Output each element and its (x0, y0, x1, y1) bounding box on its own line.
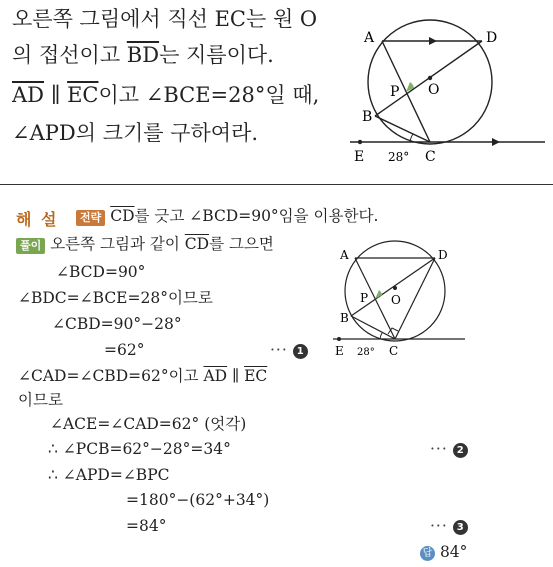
sol-line-6: 이므로 (18, 391, 63, 409)
step-mark-1 (270, 340, 308, 360)
solution-badge: 풀이 (16, 238, 45, 254)
point-e-dot-2 (337, 337, 341, 341)
label-c-2: C (389, 344, 399, 358)
strategy-segment-cd: $\overline{CD}$ (110, 207, 135, 225)
parallel-symbol: ∥ (44, 83, 68, 107)
problem-line-1-text: 오른쪽 그림에서 직선 EC는 원 O (12, 7, 318, 31)
label-a: A (364, 30, 375, 46)
label-e-2: E (335, 344, 344, 358)
problem-line-2-pre: 의 접선이고 (12, 43, 127, 67)
dots-1: ··· (270, 341, 288, 359)
sol-line-2: ∠BDC=∠BCE=28°이므로 (18, 289, 213, 307)
problem-line-2-post: 는 지름이다. (159, 43, 274, 67)
sol-line-3: ∠CBD=90°−28° (52, 315, 182, 333)
figure-circle-solution (325, 238, 475, 362)
label-a-2: A (340, 248, 349, 262)
label-d: D (486, 30, 498, 46)
label-p-2: P (360, 291, 369, 305)
sol-line-1: ∠BCD=90° (56, 263, 146, 281)
sol-intro-post: 를 그으면 (209, 235, 274, 253)
segment-bd: $\overline{BD}$ (126, 43, 160, 67)
label-angle-28: 28° (388, 150, 410, 164)
sol-intro-row (16, 234, 274, 254)
label-o: O (428, 82, 440, 98)
step-3-icon: 3 (453, 520, 468, 535)
strategy-row (76, 206, 378, 226)
problem-line-2 (12, 42, 274, 68)
label-d-2: D (438, 248, 448, 262)
center-o-dot (428, 76, 432, 80)
sol-line-4 (104, 340, 304, 360)
sol-line-5-pre: ∠CAD=∠CBD=62°이고 (18, 367, 204, 385)
tangent-arrow-icon (492, 138, 500, 146)
sol-line-5 (18, 366, 267, 386)
dots-3: ··· (430, 517, 448, 535)
label-c: C (425, 149, 436, 165)
segment-ec: $\overline{EC}$ (67, 83, 99, 107)
step-mark-2 (430, 439, 468, 459)
sol-intro-pre: 오른쪽 그림과 같이 (50, 235, 185, 253)
step-1-icon: 1 (293, 344, 308, 359)
label-p: P (390, 84, 400, 100)
answer-value: 84° (439, 543, 468, 561)
sol-parallel: ∥ (227, 367, 245, 385)
label-e: E (354, 149, 365, 165)
chord-arrow-icon (429, 37, 437, 45)
sol-line-10: =180°−(62°+34°) (126, 491, 270, 509)
sol-segment-ec: $\overline{EC}$ (244, 367, 268, 385)
label-b: B (362, 109, 373, 125)
answer-row (420, 542, 467, 562)
dots-2: ··· (430, 440, 448, 458)
problem-line-3-post: 이고 ∠BCE=28°일 때, (98, 83, 320, 107)
section-divider (0, 184, 553, 185)
center-o-dot-2 (393, 286, 397, 290)
strategy-text: 를 긋고 ∠BCD=90°임을 이용한다. (134, 207, 379, 225)
sol-line-7: ∠ACE=∠CAD=62° (엇각) (50, 415, 247, 433)
sol-line-9: ∴ ∠APD=∠BPC (48, 466, 170, 484)
sol-segment-ad: $\overline{AD}$ (203, 367, 228, 385)
label-angle-28-2: 28° (357, 347, 375, 358)
problem-line-4-text: ∠APD의 크기를 구하여라. (12, 121, 259, 145)
step-mark-3 (430, 516, 468, 536)
answer-badge-icon: 답 (420, 546, 435, 561)
problem-line-1 (12, 6, 317, 32)
problem-line-3 (12, 82, 319, 108)
label-b-2: B (340, 311, 349, 325)
sol-segment-cd: $\overline{CD}$ (184, 235, 210, 253)
step-2-icon: 2 (453, 443, 468, 458)
label-o-2: O (391, 293, 401, 307)
figure-circle-problem (350, 18, 550, 168)
solution-heading: 해 설 (16, 210, 59, 229)
sol-line-11: =84° (126, 517, 167, 535)
strategy-badge: 전략 (76, 210, 105, 226)
solution-heading-row (16, 207, 58, 230)
point-e-dot (358, 140, 362, 144)
angle-28-arc-2 (380, 333, 382, 339)
sol-line-4-text: =62° (104, 341, 145, 359)
problem-line-4 (12, 120, 258, 146)
segment-ad: $\overline{AD}$ (12, 83, 45, 107)
sol-line-8: ∴ ∠PCB=62°−28°=34° (48, 440, 231, 458)
angle-apd-mark (406, 82, 414, 92)
diameter-bd-2 (351, 258, 435, 316)
